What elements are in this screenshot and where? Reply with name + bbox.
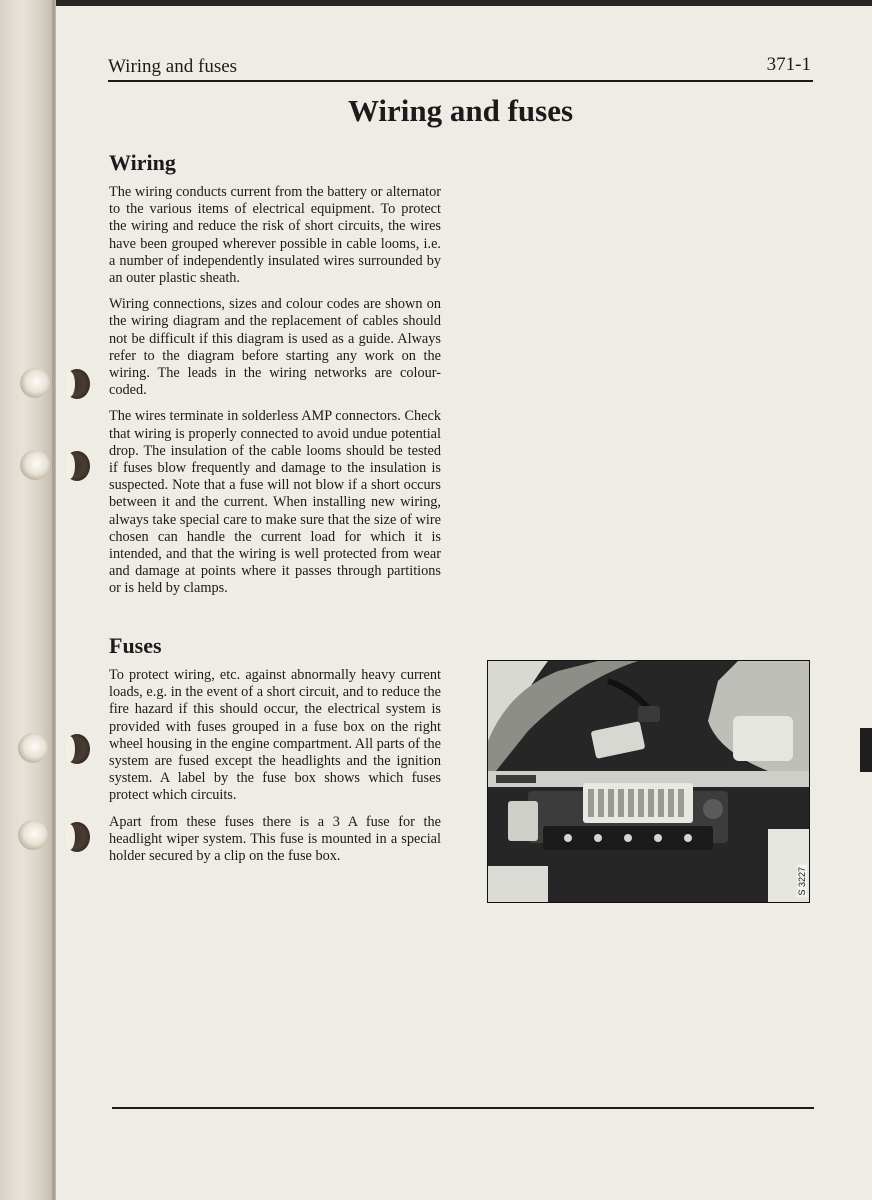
binding-gutter — [0, 0, 56, 1200]
wiring-heading: Wiring — [109, 150, 176, 175]
fuses-heading: Fuses — [109, 633, 162, 658]
punch-hole — [18, 733, 48, 763]
running-header — [108, 54, 813, 80]
wiring-paragraph-3: The wires terminate in solderless AMP connectors. Check that wiring is properly connected to avoid undue potential drop. The insulation of the cable looms should be tested if fuses blow frequently and damage to the insulation is suspected. Note that a fuse will not blow if a short occurs between it and the current. When installing new wiring, always take special care to make sure that the size of wire chosen can handle the current load for which it is intended, and that the wiring is well protected from wear and damage at points where it passes through partitions or is held by clamps. — [109, 408, 441, 597]
punch-hole — [18, 820, 48, 850]
punch-hole-shadow — [64, 451, 90, 481]
punch-hole — [20, 450, 50, 480]
binding-fold-line — [52, 0, 55, 1200]
punch-hole-shadow — [64, 734, 90, 764]
page-number: 371-1 — [766, 54, 811, 75]
wiring-paragraph-1: The wiring conducts current from the battery or alternator to the various items of electrical equipment. To protect the wiring and reduce the risk of short circuits, the wires have been grouped wherever possible in cable looms, i.e. a number of independently insulated wires surrounded by an outer plastic sheath. — [109, 184, 441, 287]
footer-rule — [112, 1107, 814, 1109]
wiring-paragraph-2: Wiring connections, sizes and colour codes are shown on the wiring diagram and the replacement of cables should not be difficult if this diagram is used as a guide. Always refer to the diagram before starting any work on the wiring. The leads in the wiring networks are colour-coded. — [109, 296, 441, 399]
punch-hole-shadow — [64, 822, 90, 852]
fuse-box-photo-illustration — [488, 661, 809, 902]
header-rule — [108, 80, 813, 82]
fuses-paragraph-1: To protect wiring, etc. against abnormally heavy current loads, e.g. in the event of a short circuit, and to reduce the fire hazard if this should occur, the electrical system is provided with fuses grouped in a fuse box on the right wheel housing in the engine compartment. All parts of the system are fused except the headlights and the ignition system. A label by the fuse box shows which fuses protect which circuits. — [109, 667, 441, 804]
running-header-title: Wiring and fuses — [108, 56, 238, 77]
fuses-paragraph-2: Apart from these fuses there is a 3 A fuse for the headlight wiper system. This fuse is mounted in a special holder secured by a clip on the fuse box. — [109, 813, 441, 865]
punch-hole — [20, 368, 50, 398]
section-edge-tab — [860, 728, 872, 772]
punch-hole-shadow — [64, 369, 90, 399]
fuses-section — [109, 633, 441, 874]
wiring-section — [109, 150, 441, 607]
page-title: Wiring and fuses — [347, 93, 574, 128]
fuse-box-photo — [487, 660, 810, 903]
page-top-edge — [0, 0, 872, 6]
figure-code: S 3227 — [797, 867, 807, 896]
